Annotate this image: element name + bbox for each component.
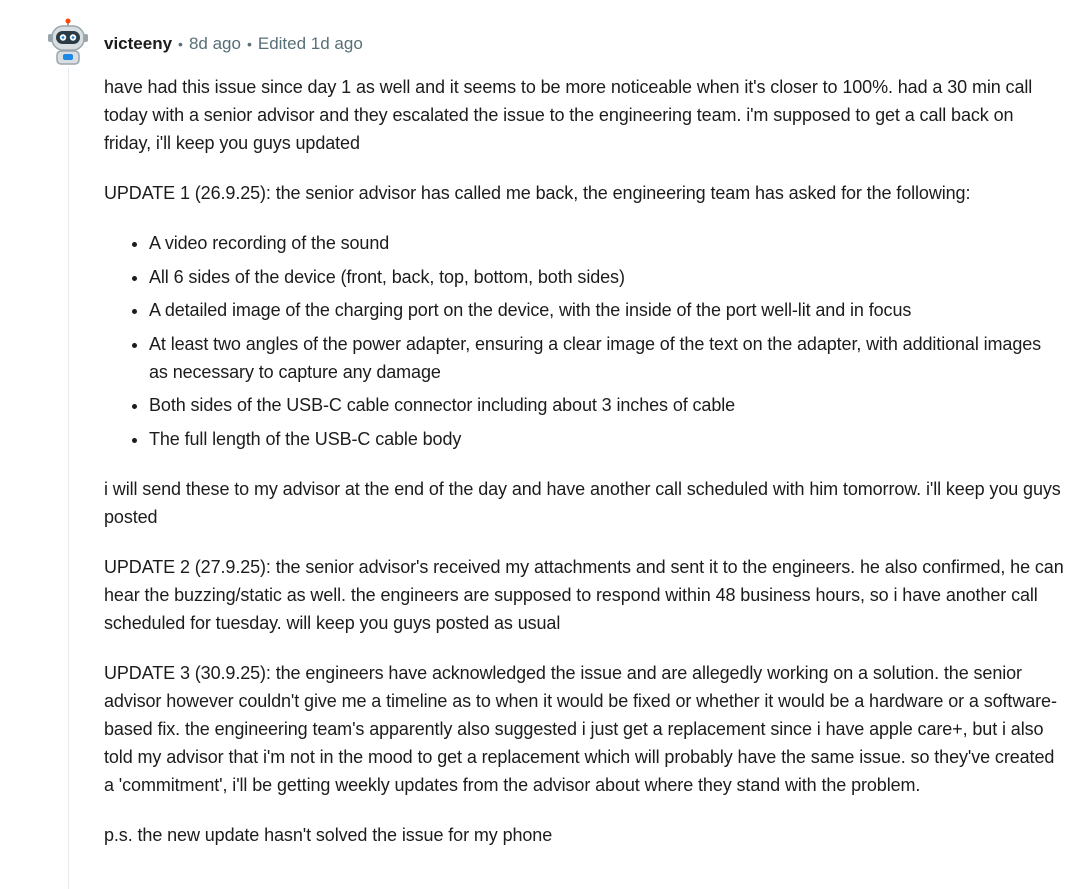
thread-line[interactable] (68, 68, 69, 889)
paragraph: UPDATE 3 (30.9.25): the engineers have acknowledged the issue and are allegedly working on a solution. the senior advisor however couldn't give me a timeline as to when it would be fixed or whether it would be a hardware or a software-based fix. the engineering team's apparently also suggested i just get a replacement since i have apple care+, but i also told my advisor that i'm not in the mood to get a replacement which will probably have the same issue. so they've created a 'commitment', i'll be getting weekly updates from the advisor about where they stand with the problem. (104, 662, 1057, 795)
list-item: • A detailed image of the charging port on the device, with the inside of the port well-lit and in focus (149, 296, 1064, 324)
paragraph: UPDATE 2 (27.9.25): the senior advisor's received my attachments and sent it to the engineers. he also confirmed, he can hear the buzzing/static as well. the engineers are supposed to respond within 48 business hours, so i have another call scheduled for tuesday. will keep you guys posted as usual (104, 556, 1064, 633)
list-item: • All 6 sides of the device (front, back, top, bottom, both sides) (149, 263, 1064, 291)
edited-time: Edited 1d ago (257, 34, 363, 53)
request-list (104, 229, 1064, 453)
list-item: • Both sides of the USB-C cable connector including about 3 inches of cable (149, 391, 1064, 419)
username-link[interactable]: victeeny (104, 34, 173, 53)
separator: • (178, 36, 183, 52)
robot-avatar-icon (46, 18, 90, 66)
posted-time[interactable]: 8d ago (188, 34, 241, 53)
paragraph: UPDATE 1 (26.9.25): the senior advisor has called me back, the engineering team has asked for the following: (104, 183, 971, 203)
comment-header (104, 31, 363, 57)
paragraph: i will send these to my advisor at the end of the day and have another call scheduled with him tomorrow. i'll keep you guys posted (104, 478, 1061, 527)
list-item: • A video recording of the sound (149, 229, 1064, 257)
separator: • (246, 36, 252, 52)
avatar[interactable] (46, 18, 90, 66)
list-item: • At least two angles of the power adapter, ensuring a clear image of the text on the adapter, with additional images as necessary to capture any damage (149, 330, 1064, 386)
list-item: • The full length of the USB-C cable body (149, 425, 1064, 453)
paragraph: p.s. the new update hasn't solved the issue for my phone (104, 824, 553, 845)
comment-body (104, 73, 1064, 871)
paragraph: have had this issue since day 1 as well and it seems to be more noticeable when it's closer to 100%. had a 30 min call today with a senior advisor and they escalated the issue to the engineering team. i'm supposed to get a call back on friday, i'll keep you guys updated (104, 77, 1033, 153)
